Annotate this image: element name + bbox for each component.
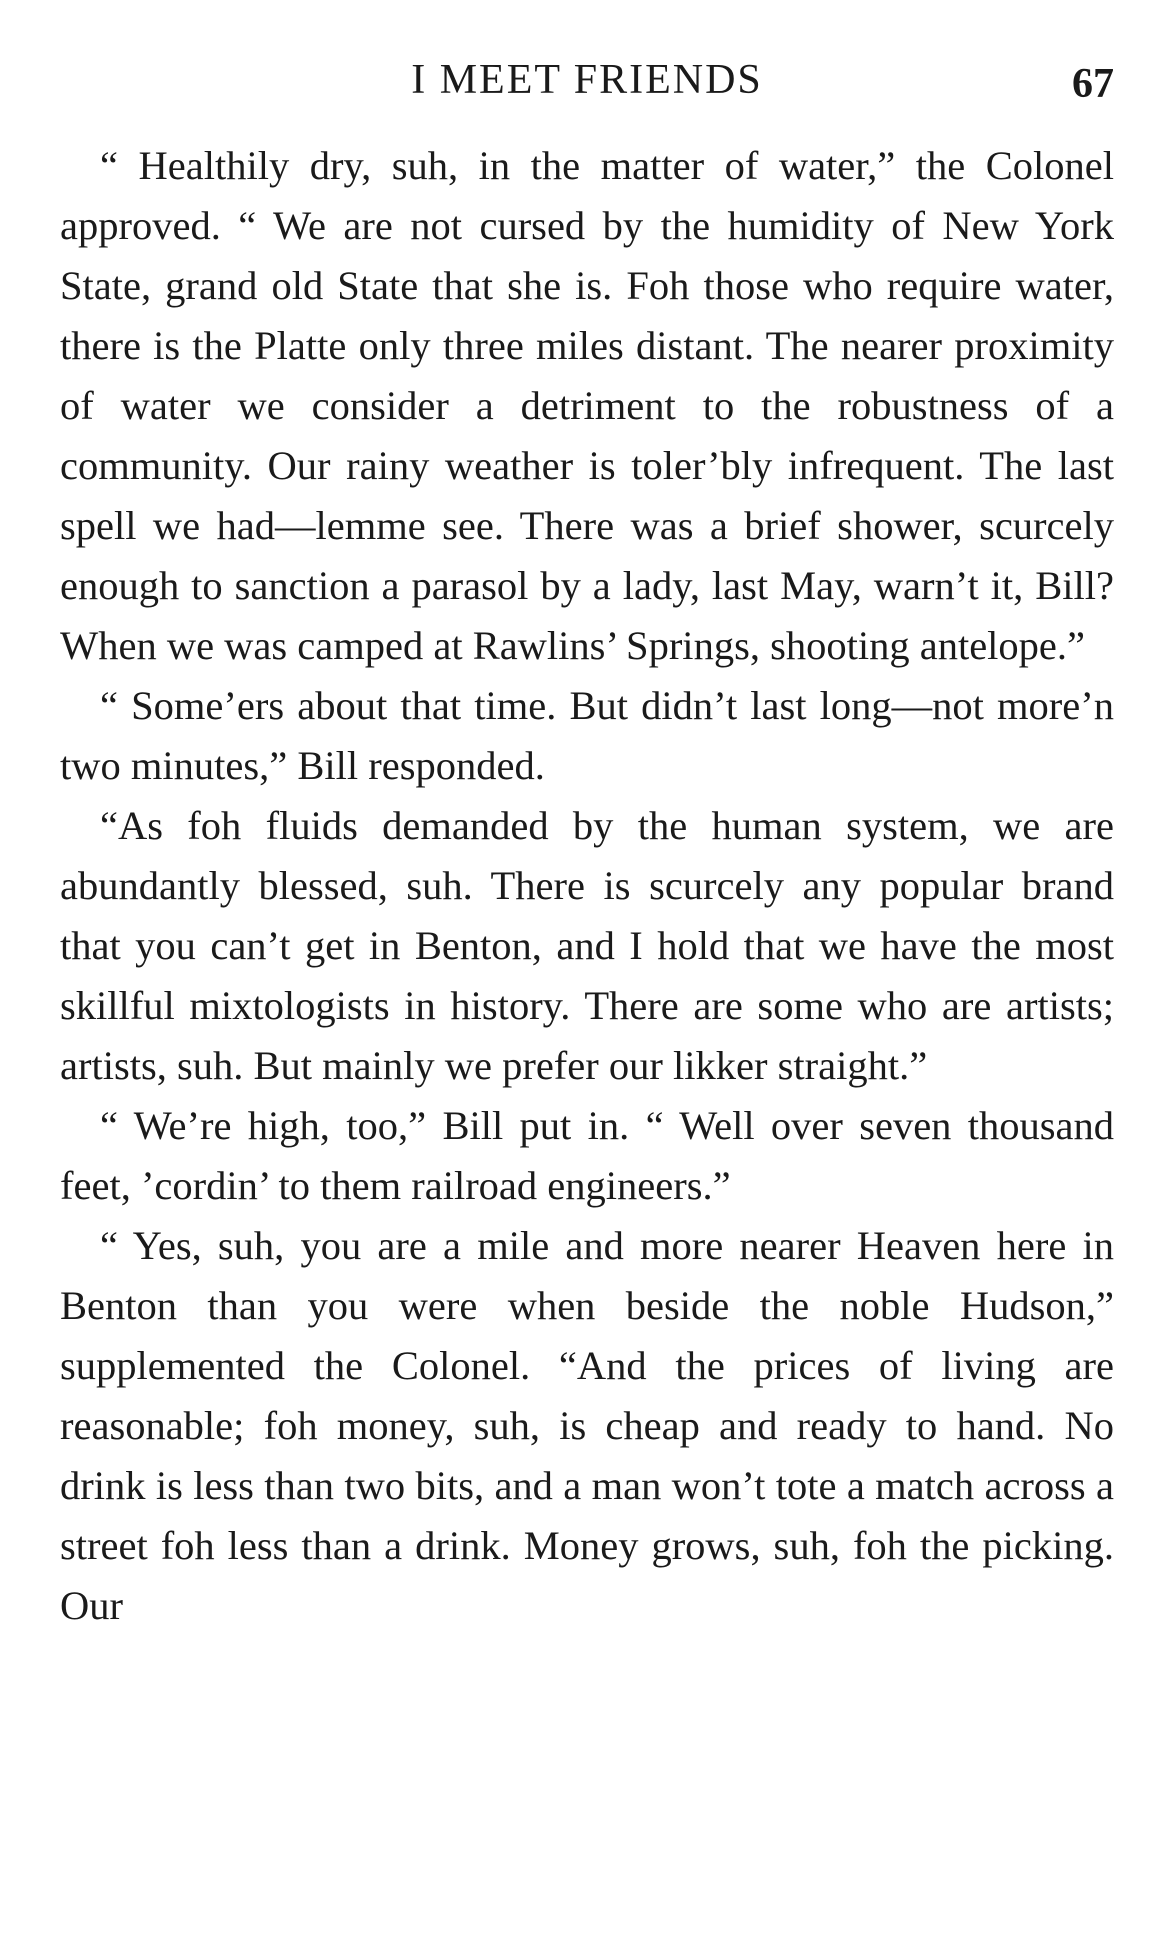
paragraph-1: “ Healthily dry, suh, in the matter of water,” the Colonel approved. “ We are not cursed by the humidity of New York State, grand old State that she is. Foh those who require water, there is the Platte only three miles distant. The nearer proximity of water we consider a detriment to the robustness of a community. Our rainy weather is toler’bly infrequent. The last spell we had—lemme see. There was a brief shower, scurcely enough to sanction a parasol by a lady, last May, warn’t it, Bill? When we was camped at Rawlins’ Springs, shooting antelope.”	[60, 143, 1114, 668]
page-number: 67	[1072, 61, 1114, 107]
running-title: I MEET FRIENDS	[411, 57, 763, 103]
paragraph-2: “ Some’ers about that time. But didn’t last long—not more’n two minutes,” Bill responded.	[60, 683, 1114, 788]
paragraph-3: “As foh fluids demanded by the human system, we are abundantly blessed, suh. There is scurcely any popular brand that you can’t get in Benton, and I hold that we have the most skillful mixtologists in history. There are some who are artists; artists, suh. But mainly we prefer our likker straight.”	[60, 803, 1114, 1088]
paragraph-4: “ We’re high, too,” Bill put in. “ Well over seven thousand feet, ’cordin’ to them railroad engineers.”	[60, 1103, 1114, 1208]
paragraph-5: “ Yes, suh, you are a mile and more nearer Heaven here in Benton than you were when beside the noble Hudson,” supplemented the Colonel. “And the prices of living are reasonable; foh money, suh, is cheap and ready to hand. No drink is less than two bits, and a man won’t tote a match across a street foh less than a drink. Money grows, suh, foh the picking. Our	[60, 1223, 1114, 1628]
running-head	[60, 52, 1114, 108]
body-text	[60, 136, 1114, 1636]
